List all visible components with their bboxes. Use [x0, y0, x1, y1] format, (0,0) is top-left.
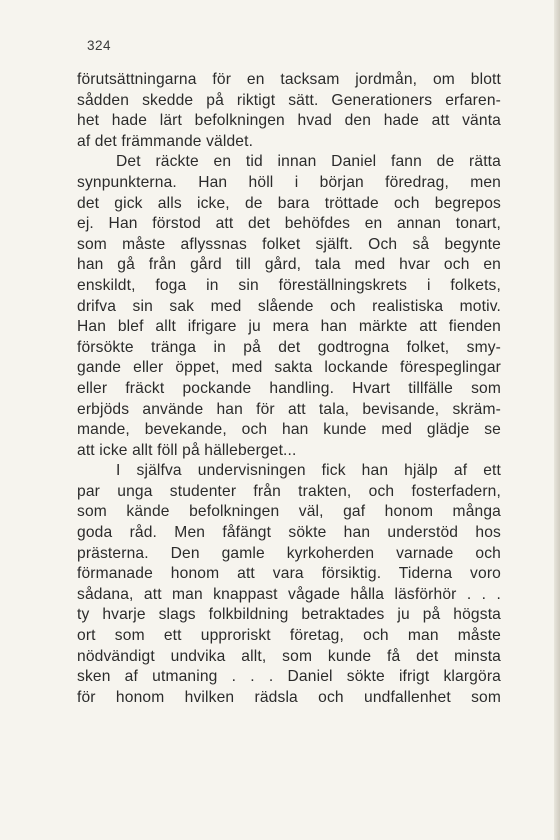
text-line: sken af utmaning . . . Daniel sökte ifrigt klargöra	[77, 668, 501, 686]
text-line: prästerna. Den gamle kyrkoherden varnade och	[77, 544, 501, 562]
text-line: I själfva undervisningen fick han hjälp af ett	[116, 462, 501, 480]
text-line: han gå från gård till gård, tala med hvar och en	[77, 256, 501, 274]
text-line: för honom hvilken rädsla och undfallenhet som	[77, 688, 501, 706]
text-line: goda råd. Men fåfängt sökte han understöd hos	[77, 524, 501, 542]
text-line: erbjöds använde han för att tala, bevisande, skräm-	[77, 400, 501, 418]
text-line: nödvändigt undvika allt, som kunde få det minsta	[77, 647, 501, 665]
text-line: sådana, att man knappast vågade hålla läsförhör . . .	[77, 585, 501, 603]
text-line: enskildt, foga in sin föreställningskrets i folkets,	[77, 276, 501, 294]
text-line: ej. Han förstod att det behöfdes en annan tonart,	[77, 215, 501, 233]
text-line: förutsättningarna för en tacksam jordmån, om blott	[77, 71, 501, 88]
text-line: eller fräckt pockande handling. Hvart tillfälle som	[77, 379, 501, 397]
text-line: som måste aflyssnas folket själft. Och så begynte	[77, 235, 501, 253]
text-line: mande, bevekande, och han kunde med glädje se	[77, 421, 501, 439]
text-line: synpunkterna. Han höll i början föredrag, men	[77, 173, 501, 191]
text-line: som kände befolkningen väl, gaf honom många	[77, 503, 501, 521]
body-text	[77, 70, 501, 708]
text-line: det gick alls icke, de bara tröttade och begrepos	[77, 194, 501, 212]
page-number: 324	[87, 38, 112, 53]
text-line: att icke allt föll på hälleberget...	[77, 441, 297, 459]
text-line: gande eller öppet, med sakta lockande förespeglingar	[77, 359, 501, 377]
text-line: Det räckte en tid innan Daniel fann de rätta	[116, 153, 501, 171]
text-line: par unga studenter från trakten, och fosterfadern,	[77, 482, 501, 500]
text-line: sådden skedde på riktigt sätt. Generationers erfaren-	[77, 91, 501, 109]
text-line: försökte tränga in på det godtrogna folket, smy-	[77, 338, 501, 356]
text-line: Han blef allt ifrigare ju mera han märkte att fienden	[77, 318, 501, 336]
text-line: af det främmande väldet.	[77, 132, 254, 150]
page-edge	[554, 0, 560, 840]
text-line: ty hvarje slags folkbildning betraktades ju på högsta	[77, 606, 501, 624]
text-line: ort som ett upproriskt företag, och man måste	[77, 627, 501, 645]
text-line: het hade lärt befolkningen hvad den hade att vänta	[77, 112, 501, 130]
text-line: förmanade honom att vara försiktig. Tiderna voro	[77, 565, 501, 583]
text-line: drifva sin sak med slående och realistiska motiv.	[77, 297, 501, 315]
